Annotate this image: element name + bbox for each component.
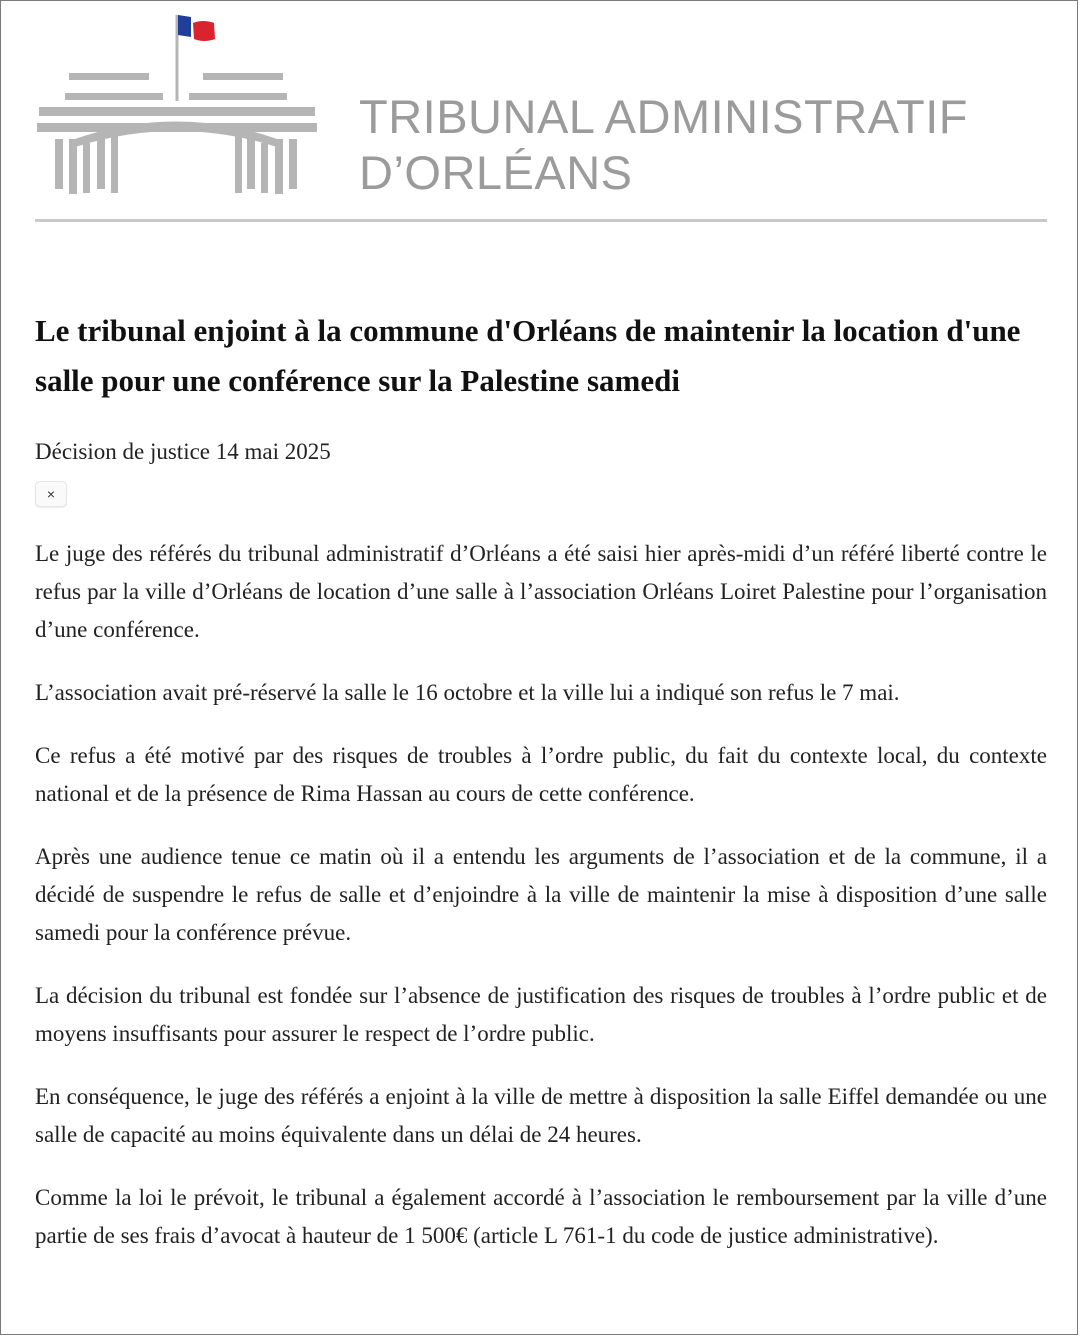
institution-name-line2: D’ORLÉANS	[359, 146, 633, 199]
article-title: Le tribunal enjoint à la commune d'Orléans de maintenir la location d'une salle pour une conférence sur la Palestine samedi	[35, 313, 1021, 398]
paragraph-6: En conséquence, le juge des référés a enjoint à la ville de mettre à disposition la salle Eiffel demandée ou une salle de capacité au moins équivalente dans un délai de 24 heures.	[35, 1084, 1047, 1147]
tribunal-logo	[31, 9, 321, 199]
header	[1, 1, 1078, 231]
paragraph-5: La décision du tribunal est fondée sur l’absence de justification des risques de troubles à l’ordre public et de moyens insuffisants pour assurer le respect de l’ordre public.	[35, 983, 1047, 1046]
paragraph-1: Le juge des référés du tribunal administratif d’Orléans a été saisi hier après-midi d’un référé liberté contre le refus par la ville d’Orléans de location d’une salle à l’association Orléans Loiret Palestine pour l’organisation d’une conférence.	[35, 541, 1047, 642]
paragraph-3: Ce refus a été motivé par des risques de troubles à l’ordre public, du fait du contexte local, du contexte national et de la présence de Rima Hassan au cours de cette conférence.	[35, 743, 1047, 806]
institution-name-line1: TRIBUNAL ADMINISTRATIF	[359, 90, 968, 143]
institution-name	[359, 89, 968, 201]
decision-date: Décision de justice 14 mai 2025	[35, 439, 331, 464]
header-divider	[35, 219, 1047, 222]
article-body	[35, 535, 1047, 1280]
paragraph-4: Après une audience tenue ce matin où il a entendu les arguments de l’association et de la commune, il a décidé de suspendre le refus de salle et d’enjoindre à la ville de maintenir la mise à disposition d’une salle samedi pour la conférence prévue.	[35, 844, 1047, 945]
paragraph-7: Comme la loi le prévoit, le tribunal a également accordé à l’association le remboursement par la ville d’une partie de ses frais d’avocat à hauteur de 1 500€ (article L 761-1 du code de justice administrative).	[35, 1185, 1047, 1248]
paragraph-2: L’association avait pré-réservé la salle le 16 octobre et la ville lui a indiqué son refus le 7 mai.	[35, 680, 900, 705]
close-button[interactable]: ×	[35, 481, 67, 507]
